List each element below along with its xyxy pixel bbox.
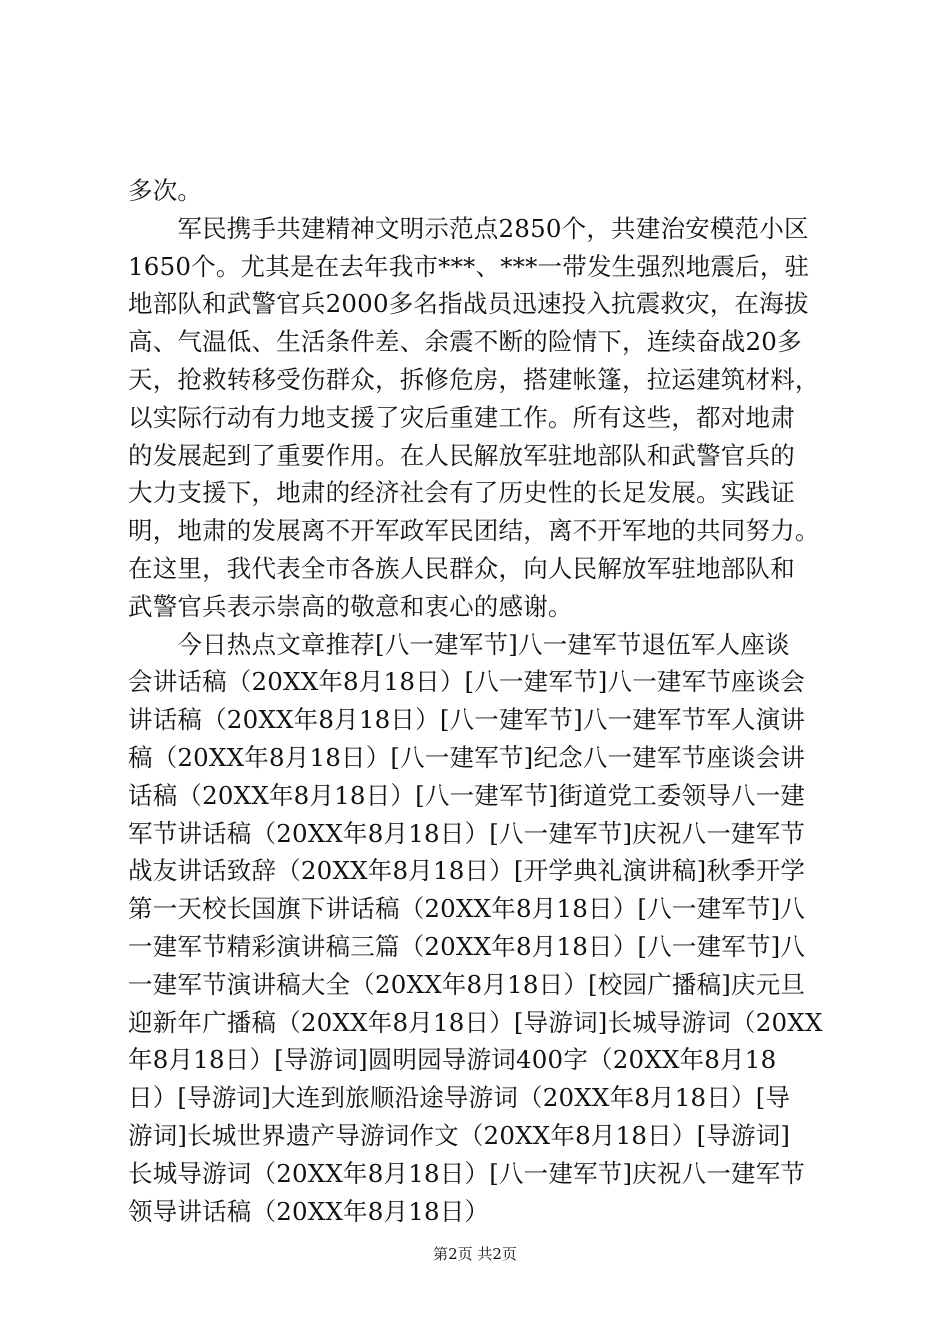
text-line: 一建军节精彩演讲稿三篇（20XX年8月18日）[八一建军节]八 <box>128 931 806 961</box>
text-line: 年8月18日）[导游词]圆明园导游词400字（20XX年8月18 <box>128 1045 777 1075</box>
text-line: 在这里，我代表全市各族人民群众，向人民解放军驻地部队和 <box>128 553 795 583</box>
text-line: 游词]长城世界遗产导游词作文（20XX年8月18日）[导游词] <box>128 1120 791 1150</box>
text-line: 地部队和武警官兵2000多名指战员迅速投入抗震救灾，在海拔 <box>128 289 809 319</box>
text-line: 以实际行动有力地支援了灾后重建工作。所有这些，都对地肃 <box>128 402 795 432</box>
text-line: 大力支援下，地肃的经济社会有了历史性的长足发展。实践证 <box>128 478 795 508</box>
text-line: 军民携手共建精神文明示范点2850个，共建治安模范小区 <box>128 213 809 243</box>
page-number-footer: 第2页 共2页 <box>433 1245 517 1263</box>
text-line: 话稿（20XX年8月18日）[八一建军节]街道党工委领导八一建 <box>128 780 806 810</box>
text-line: 讲话稿（20XX年8月18日）[八一建军节]八一建军节军人演讲 <box>128 705 806 735</box>
text-line: 迎新年广播稿（20XX年8月18日）[导游词]长城导游词（20XX <box>128 1007 823 1037</box>
text-line: 长城导游词（20XX年8月18日）[八一建军节]庆祝八一建军节 <box>128 1158 806 1188</box>
text-line: 军节讲话稿（20XX年8月18日）[八一建军节]庆祝八一建军节 <box>128 818 806 848</box>
text-line: 高、气温低、生活条件差、余震不断的险情下，连续奋战20多 <box>128 327 802 357</box>
text-line: 领导讲话稿（20XX年8月18日） <box>128 1196 490 1226</box>
text-line: 天，抢救转移受伤群众，拆修危房，搭建帐篷，拉运建筑材料， <box>128 364 820 394</box>
text-line: 多次。 <box>128 176 203 205</box>
text-line: 的发展起到了重要作用。在人民解放军驻地部队和武警官兵的 <box>128 440 795 470</box>
body-text <box>128 172 848 1230</box>
text-line: 战友讲话致辞（20XX年8月18日）[开学典礼演讲稿]秋季开学 <box>128 856 806 886</box>
text-line: 今日热点文章推荐[八一建军节]八一建军节退伍军人座谈 <box>128 629 790 659</box>
text-line: 稿（20XX年8月18日）[八一建军节]纪念八一建军节座谈会讲 <box>128 742 806 772</box>
text-line: 1650个。尤其是在去年我市***、***一带发生强烈地震后，驻 <box>128 251 810 281</box>
text-line: 武警官兵表示崇高的敬意和衷心的感谢。 <box>128 591 573 621</box>
text-line: 日）[导游词]大连到旅顺沿途导游词（20XX年8月18日）[导 <box>128 1083 791 1113</box>
text-line: 会讲话稿（20XX年8月18日）[八一建军节]八一建军节座谈会 <box>128 667 806 697</box>
text-line: 明，地肃的发展离不开军政军民团结，离不开军地的共同努力。 <box>128 516 820 546</box>
text-line: 一建军节演讲稿大全（20XX年8月18日）[校园广播稿]庆元旦 <box>128 969 806 999</box>
text-line: 第一天校长国旗下讲话稿（20XX年8月18日）[八一建军节]八 <box>128 894 806 924</box>
